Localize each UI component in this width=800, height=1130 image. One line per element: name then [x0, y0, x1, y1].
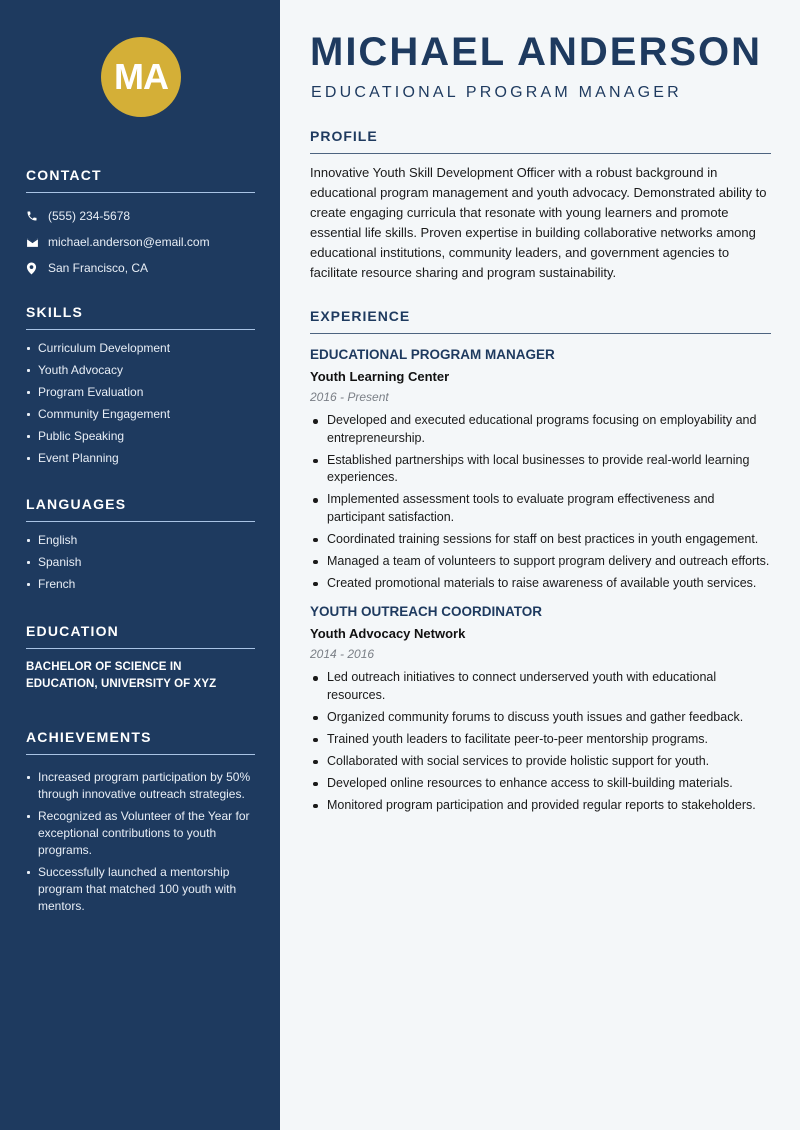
- job-entry: [310, 347, 771, 592]
- job-entry: [310, 604, 771, 814]
- experience-section: [310, 308, 771, 819]
- profile-text: Innovative Youth Skill Development Officer with a robust background in educational program management and youth advocacy. Demonstrated ability to create engaging curricula that resonate with young learners and promote essential life skills. Proven expertise in building collaborative networks among educational institutions, community leaders, and government agencies to facilitate resource sharing and program sustainability.: [310, 165, 767, 280]
- location-pin-icon: [26, 262, 48, 275]
- contact-heading: CONTACT: [26, 167, 255, 193]
- skill-item: Program Evaluation: [26, 384, 255, 401]
- email-text[interactable]: michael.anderson@email.com: [48, 235, 210, 249]
- job-dates: 2016 - Present: [310, 390, 389, 404]
- candidate-title: EDUCATIONAL PROGRAM MANAGER: [311, 84, 682, 101]
- education-degree: BACHELOR OF SCIENCE IN EDUCATION, UNIVERSITY OF XYZ: [26, 661, 217, 690]
- location-text: San Francisco, CA: [48, 261, 149, 275]
- job-bullet: Implemented assessment tools to evaluate program effectiveness and participant satisfaction.: [310, 491, 771, 526]
- skill-item: Public Speaking: [26, 428, 255, 445]
- job-title: EDUCATIONAL PROGRAM MANAGER: [310, 347, 555, 362]
- job-bullet: Managed a team of volunteers to support program delivery and outreach efforts.: [310, 553, 771, 571]
- job-bullets: [310, 412, 771, 592]
- skill-item: Youth Advocacy: [26, 362, 255, 379]
- job-bullets: [310, 669, 771, 814]
- contact-location: [26, 255, 255, 281]
- job-company: Youth Advocacy Network: [310, 626, 466, 641]
- languages-section: [26, 496, 255, 598]
- job-bullet: Monitored program participation and provided regular reports to stakeholders.: [310, 797, 771, 815]
- job-bullet: Trained youth leaders to facilitate peer-to-peer mentorship programs.: [310, 731, 771, 749]
- job-bullet: Organized community forums to discuss youth issues and gather feedback.: [310, 709, 771, 727]
- job-bullet: Created promotional materials to raise awareness of available youth services.: [310, 575, 771, 593]
- skills-heading: SKILLS: [26, 304, 255, 330]
- contact-section: [26, 167, 255, 281]
- email-icon: [26, 237, 48, 248]
- skill-item: Event Planning: [26, 450, 255, 467]
- achievements-heading: ACHIEVEMENTS: [26, 729, 255, 755]
- job-bullet: Developed online resources to enhance access to skill-building materials.: [310, 775, 771, 793]
- education-heading: EDUCATION: [26, 623, 255, 649]
- language-item: Spanish: [26, 554, 255, 571]
- job-bullet: Coordinated training sessions for staff on best practices in youth engagement.: [310, 531, 771, 549]
- achievement-item: Successfully launched a mentorship program that matched 100 youth with mentors.: [26, 864, 255, 915]
- skill-item: Community Engagement: [26, 406, 255, 423]
- achievements-list: [26, 769, 255, 915]
- contact-phone: [26, 203, 255, 229]
- education-section: [26, 623, 255, 693]
- job-title: YOUTH OUTREACH COORDINATOR: [310, 604, 542, 619]
- job-dates: 2014 - 2016: [310, 647, 375, 661]
- experience-heading: EXPERIENCE: [310, 308, 771, 334]
- skill-item: Curriculum Development: [26, 340, 255, 357]
- avatar: MA: [101, 37, 181, 117]
- contact-email: [26, 229, 255, 255]
- languages-heading: LANGUAGES: [26, 496, 255, 522]
- languages-list: [26, 532, 255, 593]
- language-item: English: [26, 532, 255, 549]
- achievements-section: [26, 729, 255, 920]
- language-item: French: [26, 576, 255, 593]
- candidate-name: MICHAEL ANDERSON: [310, 30, 763, 74]
- phone-text[interactable]: (555) 234-5678: [48, 209, 131, 223]
- job-bullet: Led outreach initiatives to connect underserved youth with educational resources.: [310, 669, 771, 704]
- job-bullet: Collaborated with social services to provide holistic support for youth.: [310, 753, 771, 771]
- skills-list: [26, 340, 255, 467]
- profile-section: [310, 128, 771, 283]
- achievement-item: Recognized as Volunteer of the Year for exceptional contributions to youth programs.: [26, 808, 255, 859]
- achievement-item: Increased program participation by 50% through innovative outreach strategies.: [26, 769, 255, 803]
- phone-icon: [26, 210, 48, 222]
- job-bullet: Developed and executed educational programs focusing on employability and entrepreneurship.: [310, 412, 771, 447]
- skills-section: [26, 304, 255, 472]
- profile-heading: PROFILE: [310, 128, 771, 154]
- job-bullet: Established partnerships with local businesses to provide real-world learning experiences.: [310, 452, 771, 487]
- sidebar: [0, 0, 280, 1130]
- job-company: Youth Learning Center: [310, 369, 450, 384]
